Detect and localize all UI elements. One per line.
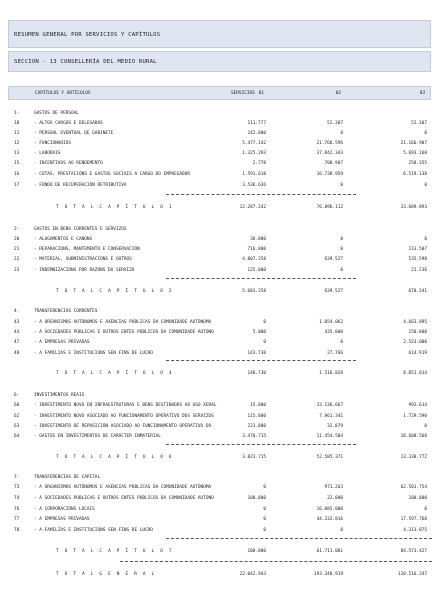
value-col-01: 5.683.258 [242,289,266,294]
value-col-01: 3.823.715 [242,455,266,460]
value-col-02: 639.527 [324,289,343,294]
row-description: T O T A L C A P Í T U L O 4 [56,371,174,376]
value-col-03: 258.355 [408,161,427,166]
value-col-02: 0 [340,268,343,273]
value-col-02: 435.000 [324,330,343,335]
row-description: - REPARACIÓNS, MANTEMENTO E CONSERVACIÓN [34,247,140,252]
table-row [8,139,431,148]
value-col-02: 0 [340,340,343,345]
row-description: T O T A L C A P Í T U L O 7 [56,549,174,554]
value-col-03: 150.000 [408,330,427,335]
row-code: 48 [14,351,20,356]
value-col-02: 0 [340,131,343,136]
total-separator [166,278,356,279]
row-code: 21 [14,247,20,252]
row-description: T O T A L C A P Í T U L O 2 [56,289,174,294]
total-row [8,453,431,462]
value-col-02: 37.842.343 [316,151,343,156]
value-col-03: 10.608.568 [400,434,427,439]
value-col-01: 15.000 [250,403,266,408]
value-col-02: 971.263 [324,485,343,490]
row-code: 22 [14,257,20,262]
row-code: 63 [14,424,20,429]
value-col-02: 44.332.816 [316,517,343,522]
value-col-03: 8.051.814 [403,371,427,376]
header-concept: CAPÍTULOS Y ARTÍCULOS [35,91,91,96]
table-row [8,515,431,524]
row-description: - A FAMILIAS E INSTITUCIÓNS SEN FINS DE LUCRO [34,351,153,356]
row-description: - ALTOS CARGOS E DELEGADOS [34,121,103,126]
value-col-02: 7.961.341 [319,414,343,419]
row-code: 62 [14,414,20,419]
row-description: - FUNCIONARIOS [34,141,72,146]
table-row [8,318,431,327]
value-col-02: 76.896.112 [316,205,343,210]
value-col-02: 193.348.919 [313,572,343,577]
section-box [8,51,431,72]
table-row [8,235,431,244]
row-code: 13 [14,151,20,156]
row-code: 20 [14,237,20,242]
total-separator [166,444,356,445]
value-col-03: 120.516.247 [397,572,427,577]
value-col-01: 0 [263,517,266,522]
value-col-03: 84.573.427 [400,549,427,554]
value-col-03: 17.597.768 [400,517,427,522]
row-description: - A EMPRESAS PRIVADAS [34,340,90,345]
value-col-02: 0 [340,247,343,252]
value-col-02: 0 [340,237,343,242]
row-code: 64 [14,434,20,439]
row-description: - INCENTIVOS AO RENDEMENTO [34,161,103,166]
value-col-03: 1.729.590 [403,414,427,419]
value-col-03: 0 [424,183,427,188]
value-col-02: 32.879 [327,424,343,429]
value-col-01: 125.000 [247,268,266,273]
total-separator [166,194,356,195]
table-row [8,225,431,234]
row-description: - A SOCIEDADES PÚBLICAS E OUTROS ENTES PÚBLICOS DA COMUNIDADE AUTÓNO [34,496,214,501]
value-col-03: 4.663.895 [403,320,427,325]
value-col-03: 0 [424,507,427,512]
row-code: 12 [14,141,20,146]
total-row [8,570,431,579]
table-row [8,129,431,138]
value-col-02: 639.527 [324,257,343,262]
value-col-01: 2.778 [252,161,266,166]
table-row [8,412,431,421]
value-col-03: 670.341 [408,289,427,294]
row-code: 76 [14,507,20,512]
row-code: 7- [14,475,20,480]
row-code: 17 [14,183,20,188]
value-col-01: 3.470.715 [242,434,266,439]
row-description: - GASTOS EN INVESTIMENTOS DE CARÁCTER INMATERIAL [34,434,161,439]
value-col-03: 535.598 [408,257,427,262]
row-description: - A FAMILIAS E INSTITUCIÓNS SEN FINS DE LUCRO [34,528,153,533]
row-description: - MATERIAL, SUBMINISTRACIÓNS E OUTROS [34,257,132,262]
row-description: T O T A L C A P Í T U L O 6 [56,455,174,460]
row-description: - LABORAIS [34,151,61,156]
value-col-03: 0 [424,131,427,136]
value-col-01: 0 [263,528,266,533]
value-col-01: 111.777 [247,121,266,126]
total-row [8,203,431,212]
table-row [8,149,431,158]
total-row [8,287,431,296]
value-col-02: 1.054.062 [319,320,343,325]
value-col-01: 12.287.242 [239,205,266,210]
value-col-01: 0 [263,340,266,345]
value-col-02: 16.738.959 [316,172,343,177]
title-box [8,20,431,48]
table-row [8,349,431,358]
value-col-03: 0 [424,424,427,429]
header-col-01: 01 [258,91,264,96]
value-col-01: 36.000 [250,237,266,242]
value-col-01: 0 [263,507,266,512]
value-col-02: 22.000 [327,496,343,501]
row-code: 77 [14,517,20,522]
value-col-03: 4.313.875 [403,528,427,533]
value-col-01: 5.000 [252,330,266,335]
row-description: GASTOS EN BENS CORRENTES E SERVIZOS [34,227,127,232]
total-separator [166,538,432,539]
value-col-02: 52.585.371 [316,455,343,460]
row-description: TRANSFERENCIAS CORRENTES [34,309,98,314]
total-separator [166,360,356,361]
row-code: 2- [14,227,20,232]
row-code: 44 [14,330,20,335]
value-col-03: 6.519.138 [403,172,427,177]
value-col-01: 148.730 [247,371,266,376]
row-description: - INDEMNIZACIÓNS POR RAZÓNS DO SERVIZO [34,268,135,273]
row-code: 15 [14,161,20,166]
table-row [8,328,431,337]
table-header [8,86,431,100]
value-col-03: 614.919 [408,351,427,356]
table-row [8,338,431,347]
value-col-01: 223.000 [247,424,266,429]
value-col-03: 5.693.168 [403,151,427,156]
value-col-01: 5.477.142 [242,141,266,146]
value-col-02: 27.766 [327,351,343,356]
row-code: 6- [14,393,20,398]
row-description: GASTOS DE PERSOAL [34,111,79,116]
row-description: - A SOCIEDADES PÚBLICAS E OUTROS ENTES PÚBLICOS DA COMUNIDADE AUTÓNO [34,330,214,335]
header-col-02: 02 [335,91,341,96]
value-col-01: 0 [263,485,266,490]
row-description: - A CORPORACIÓNS LOCAIS [34,507,95,512]
row-code: 74 [14,496,20,501]
value-col-03: 21.236 [411,268,427,273]
table-row [8,170,431,179]
value-col-02: 1.516.828 [319,371,343,376]
row-code: 11 [14,131,20,136]
row-code: 73 [14,485,20,490]
table-row [8,494,431,503]
value-col-03: 62.501.754 [400,485,427,490]
value-col-01: 100.000 [247,549,266,554]
row-description: - PERSOAL EVENTUAL DE GABINETE [34,131,114,136]
row-description: - A EMPRESAS PRIVADAS [34,517,90,522]
value-col-03: 100.000 [408,496,427,501]
table-row [8,119,431,128]
table-row [8,473,431,482]
value-col-01: 0 [263,320,266,325]
table-row [8,483,431,492]
row-description: - A ORGANISMOS AUTÓNOMOS E AXENCIAS PÚBLICAS DA COMUNIDADE AUTÓNOMA [34,320,212,325]
table-row [8,307,431,316]
value-col-03: 52.307 [411,121,427,126]
row-description: - INVESTIMENTO NOVO ASOCIADO AO FUNCIONAMENTO OPERATIVO DOS SERVIZOS [34,414,214,419]
value-col-01: 115.000 [247,414,266,419]
table-row [8,422,431,431]
value-col-03: 0 [424,237,427,242]
table-row [8,526,431,535]
row-code: 47 [14,340,20,345]
row-description: - FONDO DE RECUPERACIÓN RETRIBUTIVA [34,183,127,188]
row-description: T O T A L G E N E R A L [56,572,156,577]
row-code: 16 [14,172,20,177]
row-description: - INVESTIMENTO DE REPOSICIÓN ASOCIADO AO FUNCIONAMENTO OPERATIVO DO [34,424,212,429]
value-col-03: 992.614 [408,403,427,408]
row-code: 23 [14,268,20,273]
row-code: 78 [14,528,20,533]
row-description: T O T A L C A P Í T U L O 1 [56,205,174,210]
row-description: - ALUGAMENTOS E CANONS [34,237,93,242]
value-col-03: 13.330.772 [400,455,427,460]
row-code: 4- [14,309,20,314]
value-col-02: 11.454.504 [316,434,343,439]
row-description: - A ORGANISMOS AUTÓNOMOS E AXENCIAS PÚBLICAS DA COMUNIDADE AUTÓNOMA [34,485,212,490]
value-col-01: 1.325.293 [242,151,266,156]
total-separator [120,561,432,562]
row-code: 1- [14,111,20,116]
document-title: RESUMEN GENERAL POR SERVICIOS Y CAPÍTULOS [14,32,161,38]
row-code: 10 [14,121,20,126]
value-col-03: 113.507 [408,247,427,252]
value-col-01: 1.591.618 [242,172,266,177]
section-title: SECCION - 13 CONSELLERÍA DEL MEDIO RURAL [14,59,157,65]
value-col-03: 2.523.000 [403,340,427,345]
table-row [8,109,431,118]
table-row [8,159,431,168]
value-col-02: 21.768.596 [316,141,343,146]
row-description: - COTAS, PRESTACIÓNS E GASTOS SOCIAIS A CARGO DO EMPREGADOR [34,172,190,177]
row-code: 43 [14,320,20,325]
value-col-02: 708.907 [324,161,343,166]
table-row [8,432,431,441]
value-col-01: 242.000 [247,131,266,136]
value-col-02: 0 [340,183,343,188]
row-description: INVESTIMENTOS REAIS [34,393,85,398]
header-col-03: 03 [419,91,425,96]
table-row [8,266,431,275]
value-col-01: 4.807.258 [242,257,266,262]
row-description: TRANSFERENCIAS DE CAPITAL [34,475,101,480]
table-row [8,181,431,190]
value-col-02: 0 [340,528,343,533]
table-row [8,391,431,400]
value-col-02: 16.085.000 [316,507,343,512]
value-col-01: 100.000 [247,496,266,501]
row-code: 60 [14,403,20,408]
value-col-02: 52.307 [327,121,343,126]
table-row [8,245,431,254]
row-description: - INVESTIMENTO NOVO EN INFRAESTRUTURAS E BENS DESTINADOS AO USO XERAL [34,403,217,408]
table-row [8,401,431,410]
header-services: SERVICIOS [231,91,255,96]
value-col-01: 143.730 [247,351,266,356]
total-row [8,547,431,556]
value-col-03: 33.689.893 [400,205,427,210]
value-col-02: 61.711.081 [316,549,343,554]
value-col-02: 33.136.667 [316,403,343,408]
value-col-03: 21.166.907 [400,141,427,146]
value-col-01: 716.000 [247,247,266,252]
value-col-01: 3.536.636 [242,183,266,188]
table-row [8,255,431,264]
total-row [8,369,431,378]
value-col-01: 22.042.943 [239,572,266,577]
table-row [8,505,431,514]
